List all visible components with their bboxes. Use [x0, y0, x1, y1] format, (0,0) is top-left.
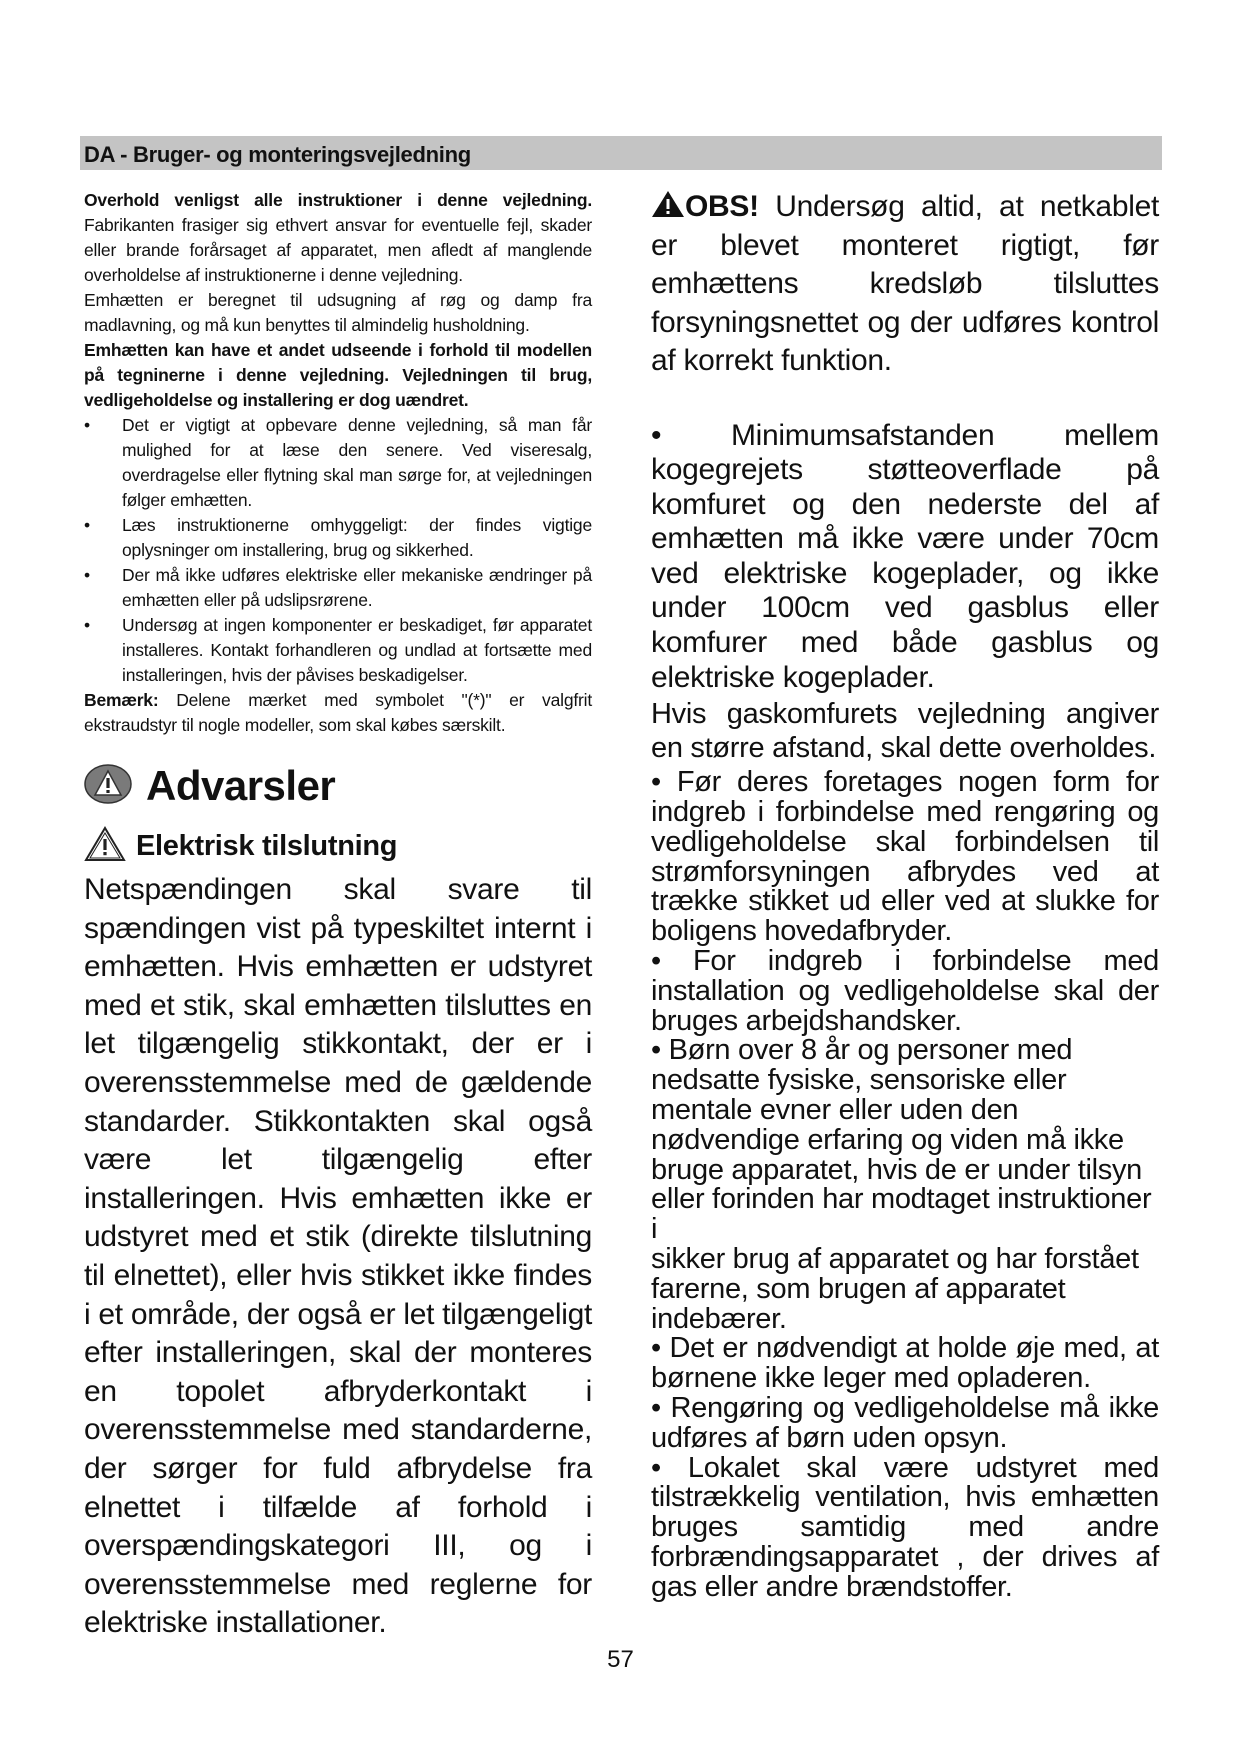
list-item-text: Undersøg at ingen komponenter er beskadiget, før apparatet installeres. Kontakt forhandleren og undlad at fortsætte med installeringen, hvis der påvises beskadigelser.	[122, 615, 592, 685]
obs-paragraph	[651, 188, 1159, 381]
list-item	[84, 413, 592, 513]
list-item	[84, 513, 592, 563]
children-paragraph: • Børn over 8 år og personer med nedsatte fysiske, sensoriske eller mentale evner eller uden den nødvendige erfaring og viden må ikke bruge apparatet, hvis de er under tilsyn eller forinden har modtaget instruktioner i sikker brug af apparatet og har forstået farerne, som brugen af apparatet indebærer.	[651, 1034, 1152, 1335]
page-number: 57	[607, 1646, 634, 1673]
intro-bullet-list	[84, 413, 592, 688]
intro-paragraph-1	[84, 188, 592, 288]
header-bar	[80, 136, 1162, 170]
intro-text: Fabrikanten frasiger sig ethvert ansvar for eventuelle fejl, skader eller brande forårsaget af apparatet, men afledt af manglende overholdelse af instruktionerne i denne vejledning.	[84, 215, 592, 285]
note-text: Delene mærket med symbolet "(*)" er valgfrit ekstraudstyr til nogle modeller, som skal købes særskilt.	[84, 690, 592, 735]
left-column	[84, 188, 592, 1643]
list-item-text: Der må ikke udføres elektriske eller mekaniske ændringer på emhætten eller på udslipsrørene.	[122, 565, 592, 610]
list-item-text: Læs instruktionerne omhyggeligt: der findes vigtige oplysninger om installering, brug og sikkerhed.	[122, 515, 592, 560]
warning-badge-icon	[84, 764, 132, 809]
note-label: Bemærk:	[84, 690, 159, 710]
list-item	[84, 563, 592, 613]
warnings-heading	[84, 762, 592, 810]
disconnect-paragraph: • Før deres foretages nogen form for indgreb i forbindelse med rengøring og vedligeholdelse skal forbindelsen til strømforsyningen afbrydes ved at trække stikket ud eller ved at slukke for boligens hovedafbryder.	[651, 766, 1159, 948]
electrical-title: Elektrisk tilslutning	[136, 830, 398, 862]
intro-section	[84, 188, 592, 738]
gloves-paragraph: • For indgreb i forbindelse med installation og vedligeholdelse skal der bruges arbejdshandsker.	[651, 945, 1159, 1037]
ventilation-paragraph: • Lokalet skal være udstyret med tilstrækkelig ventilation, hvis emhætten bruges samtidig med andre forbrændingsapparatet , der drives af gas eller andre brændstoffer.	[651, 1451, 1159, 1603]
intro-paragraph-2: Emhætten er beregnet til udsugning af røg og damp fra madlavning, og må kun benyttes til almindelig husholdning.	[84, 290, 592, 335]
list-item-text: Det er vigtigt at opbevare denne vejledning, så man får mulighed for at læse den senere. Ved viseresalg, overdragelse eller flytning skal man sørge for, at vejledningen følger emhætten.	[122, 415, 592, 510]
bullet-icon: •	[84, 565, 90, 585]
header-title: DA - Bruger- og monteringsvejledning	[84, 142, 471, 167]
electrical-heading	[84, 826, 592, 867]
min-distance-paragraph: • Minimumsafstanden mellem kogegrejets støtteoverflade på komfuret og den nederste del af emhætten må ikke være under 70cm ved elektriske kogeplader, og ikke under 100cm ved gasblus eller komfurer med både gasblus og elektriske kogeplader.	[651, 418, 1159, 694]
bullet-icon: •	[84, 415, 90, 435]
obs-text: Undersøg altid, at netkablet er blevet monteret rigtigt, før emhættens kredsløb tilsluttes forsyningsnettet og der udføres kontrol af korrekt funktion.	[651, 190, 1159, 377]
electrical-text: Netspændingen skal svare til spændingen vist på typeskiltet internt i emhætten. Hvis emhætten er udstyret med et stik, skal emhætten tilsluttes en let tilgængelig stikkontakt, der er i overensstemmelse med de gældende standarder. Stikkontakten skal også være let tilgængelig efter installeringen. Hvis emhætten ikke er udstyret med et stik (direkte tilslutning til elnettet), eller hvis stikket ikke findes i et område, der også er let tilgængeligt efter installeringen, skal der monteres en topolet afbryderkontakt i overensstemmelse med standarderne, der sørger for fuld afbrydelse fra elnettet i tilfælde af forhold i overspændingskategori III, og i overensstemmelse med reglerne for elektriske installationer.	[84, 873, 592, 1640]
gas-note-paragraph: Hvis gaskomfurets vejledning angiver en større afstand, skal dette overholdes.	[651, 698, 1159, 764]
list-item	[84, 613, 592, 688]
supervise-paragraph: • Det er nødvendigt at holde øje med, at børnene ikke leger med opladeren.	[651, 1332, 1159, 1395]
warning-triangle-icon	[84, 826, 126, 867]
note-paragraph	[84, 688, 592, 738]
warnings-title: Advarsler	[146, 762, 336, 809]
bullet-icon: •	[84, 615, 90, 635]
intro-bold-text: Overhold venligst alle instruktioner i denne vejledning.	[84, 190, 592, 210]
bullet-icon: •	[84, 515, 90, 535]
cleaning-paragraph: • Rengøring og vedligeholdelse må ikke udføres af børn uden opsyn.	[651, 1391, 1159, 1454]
spacer	[651, 381, 1159, 419]
obs-label: OBS!	[685, 190, 759, 223]
warning-solid-icon	[651, 190, 685, 223]
intro-paragraph-3: Emhætten kan have et andet udseende i forhold til modellen på tegninerne i denne vejledning. Vejledningen til brug, vedligeholdelse og installering er dog uændret.	[84, 340, 592, 410]
right-column	[651, 188, 1159, 1603]
